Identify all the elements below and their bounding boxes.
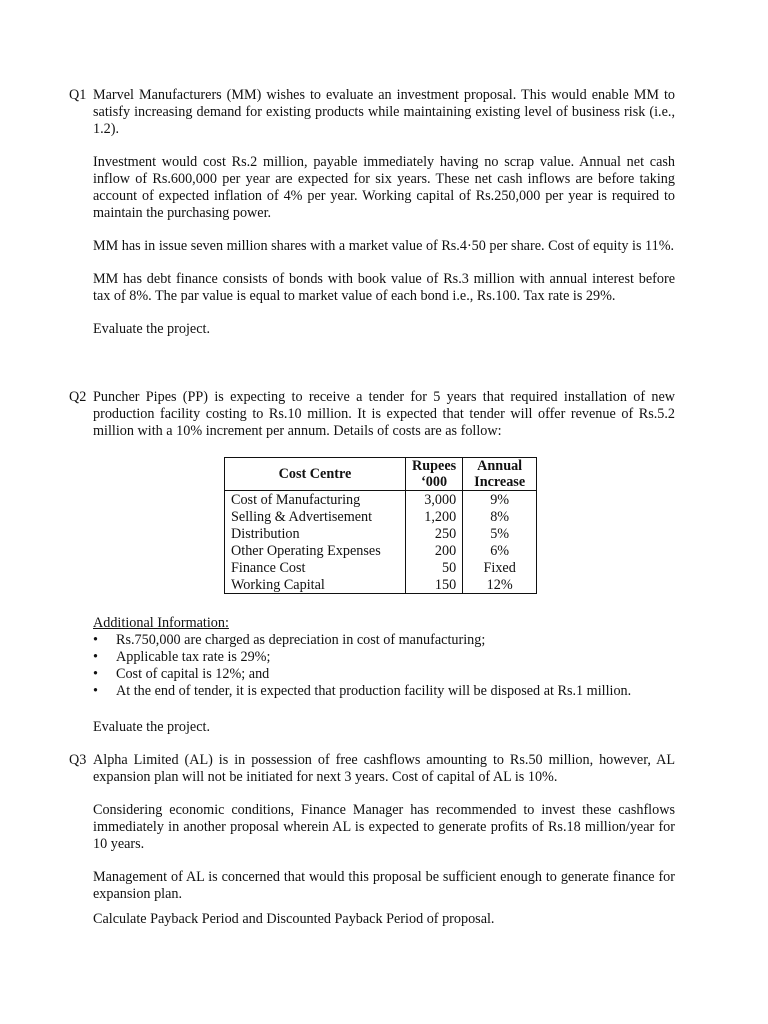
q2-closing: Evaluate the project. <box>93 719 210 735</box>
question-2 <box>69 389 675 440</box>
paragraph: Alpha Limited (AL) is in possession of free cashflows amounting to Rs.50 million, however, AL expansion plan will not be initiated for next 3 years. Cost of capital of AL is 10%. <box>93 752 675 785</box>
column-header: Annual Increase <box>463 458 537 491</box>
paragraph: Evaluate the project. <box>93 321 210 337</box>
bullet-list <box>93 632 683 700</box>
list-item: • Rs.750,000 are charged as depreciation in cost of manufacturing; <box>93 632 683 649</box>
table-cell: 50 <box>406 559 463 576</box>
paragraph: Considering economic conditions, Finance Manager has recommended to invest these cashflows immediately in another proposal wherein AL is expected to generate profits of Rs.18 million/year for 10 years. <box>93 802 675 852</box>
table-cell: Other Operating Expenses <box>225 542 406 559</box>
question-number: Q1 <box>69 87 87 103</box>
cost-table <box>224 457 537 594</box>
question-1 <box>69 87 675 338</box>
question-number: Q3 <box>69 752 87 768</box>
table-row <box>225 508 537 525</box>
list-item: • Applicable tax rate is 29%; <box>93 649 683 666</box>
table-row <box>225 491 537 509</box>
table-cell: 8% <box>463 508 537 525</box>
table-row <box>225 559 537 576</box>
table-cell: 250 <box>406 525 463 542</box>
table-row <box>225 576 537 594</box>
table-cell: Fixed <box>463 559 537 576</box>
paragraph: Puncher Pipes (PP) is expecting to receive a tender for 5 years that required installation of new production facility costing to Rs.10 million. It is expected that tender will offer revenue of Rs.5.2 million with a 10% increment per annum. Details of costs are as follow: <box>93 389 675 439</box>
table-cell: 6% <box>463 542 537 559</box>
table-cell: Finance Cost <box>225 559 406 576</box>
list-item: • At the end of tender, it is expected that production facility will be disposed at Rs.1 million. <box>93 683 683 700</box>
additional-information-title: Additional Information: <box>93 615 229 631</box>
list-item: • Cost of capital is 12%; and <box>93 666 683 683</box>
table-row <box>225 542 537 559</box>
table-cell: 5% <box>463 525 537 542</box>
paragraph: Management of AL is concerned that would this proposal be sufficient enough to generate finance for expansion plan. <box>93 869 675 902</box>
table-cell: 1,200 <box>406 508 463 525</box>
table-cell: 12% <box>463 576 537 594</box>
table-cell: Cost of Manufacturing <box>225 491 406 509</box>
table-cell: Distribution <box>225 525 406 542</box>
table-cell: 3,000 <box>406 491 463 509</box>
table-cell: Selling & Advertisement <box>225 508 406 525</box>
table-row <box>225 525 537 542</box>
additional-information <box>93 615 683 700</box>
table-cell: 200 <box>406 542 463 559</box>
column-header: Cost Centre <box>225 458 406 491</box>
paragraph: Investment would cost Rs.2 million, payable immediately having no scrap value. Annual net cash inflow of Rs.600,000 per year are expected for six years. These net cash inflows are before taking account of expected inflation of 4% per year. Working capital of Rs.250,000 per year is required to maintain the purchasing power. <box>93 154 675 221</box>
paragraph: Marvel Manufacturers (MM) wishes to evaluate an investment proposal. This would enable MM to satisfy increasing demand for existing products while maintaining existing level of business risk (i.e., 1.2). <box>93 87 675 137</box>
paragraph: Calculate Payback Period and Discounted Payback Period of proposal. <box>93 911 495 927</box>
table-cell: 9% <box>463 491 537 509</box>
question-3 <box>69 752 675 928</box>
table-header-row <box>225 458 537 491</box>
table-cell: 150 <box>406 576 463 594</box>
question-number: Q2 <box>69 389 87 405</box>
paragraph: MM has debt finance consists of bonds with book value of Rs.3 million with annual interest before tax of 8%. The par value is equal to market value of each bond i.e., Rs.100. Tax rate is 29%. <box>93 271 675 304</box>
table-cell: Working Capital <box>225 576 406 594</box>
column-header: Rupees ‘000 <box>406 458 463 491</box>
paragraph: MM has in issue seven million shares with a market value of Rs.4·50 per share. Cost of equity is 11%. <box>93 238 675 254</box>
